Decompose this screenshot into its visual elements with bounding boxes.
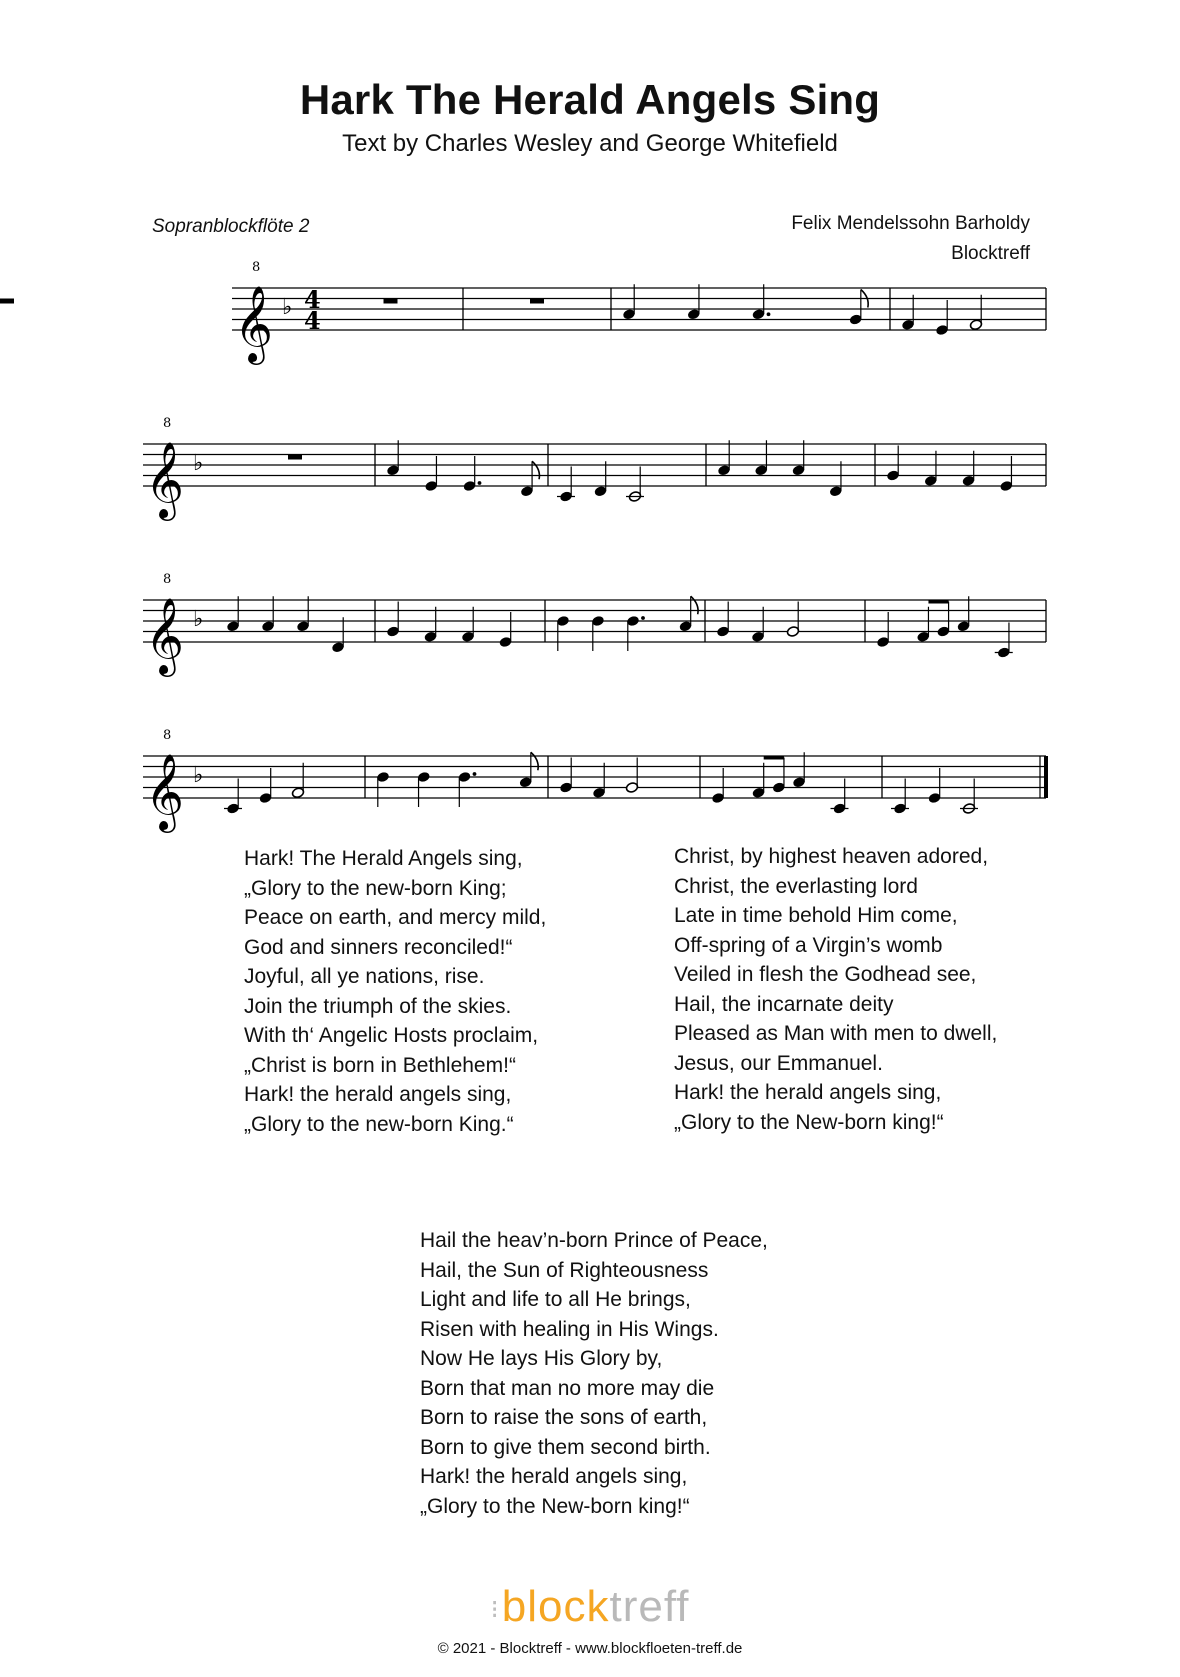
whole-rest: [0, 299, 14, 304]
lyric-line: „Christ is born in Bethlehem!“: [244, 1053, 516, 1077]
blocktreff-logo[interactable]: [0, 1582, 1180, 1632]
staff-system: [0, 238, 1180, 368]
octave-mark: 8: [163, 416, 172, 431]
verse-2: [674, 842, 997, 1137]
lyric-line: Hail, the Sun of Righteousness: [420, 1258, 709, 1282]
octave-mark: 8: [163, 572, 172, 587]
lyric-line: Hark! the herald angels sing,: [244, 1083, 512, 1106]
lyric-line: „Glory to the new-born King.“: [244, 1112, 514, 1136]
lyric-line: Late in time behold Him come,: [674, 904, 958, 927]
lyric-line: Peace on earth, and mercy mild,: [244, 906, 547, 929]
page-title: Hark The Herald Angels Sing: [299, 76, 881, 123]
octave-mark: 8: [252, 260, 261, 275]
lyric-line: Jesus, our Emmanuel.: [674, 1051, 883, 1075]
lyric-line: Hark! the herald angels sing,: [420, 1465, 688, 1488]
lyric-line: Hark! The Herald Angels sing,: [244, 847, 523, 870]
verse-1: [244, 844, 546, 1139]
dot: [641, 616, 645, 620]
dot: [478, 481, 482, 485]
treble-clef-icon: 𝄞: [145, 441, 185, 518]
instrument-label: Sopranblockflöte 2: [152, 216, 310, 237]
lyric-line: Veiled in flesh the Godhead see,: [674, 963, 977, 986]
flat-icon: ♭: [193, 607, 204, 632]
lyric-line: Off-spring of a Virgin’s womb: [674, 933, 943, 957]
lyric-line: Hail, the incarnate deity: [674, 992, 894, 1016]
flat-icon: ♭: [193, 763, 204, 788]
logo-text-block: block: [501, 1582, 610, 1631]
lyric-line: God and sinners reconciled!“: [244, 935, 513, 959]
dot: [473, 772, 477, 776]
lyric-line: Born that man no more may die: [420, 1376, 715, 1400]
time-signature-bottom: 4: [304, 306, 321, 335]
dots-icon: ⁝: [490, 1593, 500, 1624]
treble-clef-icon: 𝄞: [234, 285, 274, 362]
arranger-label: Blocktreff: [951, 243, 1030, 264]
lyric-line: Pleased as Man with men to dwell,: [674, 1022, 998, 1045]
octave-mark: 8: [163, 728, 172, 743]
lyric-line: Join the triumph of the skies.: [244, 994, 512, 1018]
whole-rest: [384, 299, 398, 304]
lyric-line: Christ, the everlasting lord: [674, 874, 918, 898]
note-flag: [532, 461, 539, 479]
lyric-line: Risen with healing in His Wings.: [420, 1317, 719, 1341]
lyric-line: With th‘ Angelic Hosts proclaim,: [244, 1024, 539, 1047]
staff-system: [0, 706, 1180, 836]
treble-clef-icon: 𝄞: [145, 753, 185, 830]
note-flag: [531, 752, 538, 770]
dot: [767, 312, 771, 316]
lyric-line: Hail the heav’n-born Prince of Peace,: [420, 1229, 768, 1252]
flat-icon: ♭: [193, 451, 204, 476]
lyric-line: „Glory to the new-born King;: [244, 876, 507, 900]
time-signature-top: 4: [304, 285, 321, 314]
lyric-line: Hark! the herald angels sing,: [674, 1081, 942, 1104]
logo-text-treff: treff: [609, 1582, 690, 1631]
lyric-line: „Glory to the New-born king!“: [674, 1110, 944, 1134]
lyric-line: Born to give them second birth.: [420, 1435, 711, 1459]
lyric-line: „Glory to the New-born king!“: [420, 1494, 690, 1518]
note-flag: [691, 596, 698, 614]
lyric-line: Born to raise the sons of earth,: [420, 1406, 708, 1429]
staff-system: [0, 550, 1180, 680]
lyric-line: Christ, by highest heaven adored,: [674, 845, 989, 868]
verse-3: [420, 1226, 768, 1521]
treble-clef-icon: 𝄞: [145, 597, 185, 674]
subtitle: Text by Charles Wesley and George Whitefield: [342, 130, 838, 157]
copyright-footer: © 2021 - Blocktreff - www.blockfloeten-treff.de: [437, 1640, 743, 1657]
staff-system: [0, 394, 1180, 524]
lyric-line: Joyful, all ye nations, rise.: [244, 965, 485, 988]
flat-icon: ♭: [282, 295, 293, 320]
composer-label: Felix Mendelssohn Barholdy: [791, 213, 1030, 234]
lyric-line: Light and life to all He brings,: [420, 1288, 691, 1311]
whole-rest: [530, 299, 544, 304]
whole-rest: [288, 455, 302, 460]
lyric-line: Now He lays His Glory by,: [420, 1347, 663, 1370]
